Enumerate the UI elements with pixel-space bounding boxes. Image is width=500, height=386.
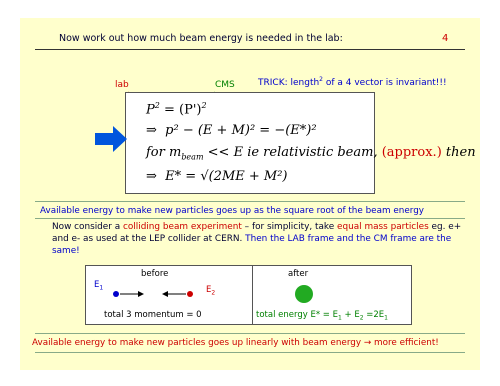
merged-particle: [291, 283, 321, 307]
lab-label: lab: [115, 80, 129, 90]
e2-label: $E_2$: [206, 285, 216, 297]
cms-label: CMS: [215, 80, 235, 90]
equation-line-4: ⇒ E* = √(2ME + M²): [146, 169, 288, 184]
separator-2: [35, 218, 465, 219]
momentum-label: total 3 momentum = 0: [104, 310, 202, 320]
big-arrow-icon: [95, 126, 127, 152]
particle-e2: [187, 291, 193, 297]
after-label: after: [288, 269, 309, 279]
slide-header: Now work out how much beam energy is needed in the lab:: [59, 33, 343, 44]
scene-divider: [252, 266, 253, 324]
energy-label: total energy $E* = E_1 + E_2 =2E_1$: [256, 310, 388, 322]
colliding-beam-paragraph: Now consider a colliding beam experiment – for simplicity, take equal mass particles eg. e+ and e- as used at the LEP collider at CERN. Then the LAB frame and the CM frame are the same!: [52, 222, 462, 256]
equation-line-1: $P^2 = (P')^2$: [146, 101, 207, 118]
collision-diagram: [85, 265, 412, 325]
e1-label: $E_1$: [94, 280, 104, 292]
page-number: 4: [442, 33, 449, 44]
separator-4: [35, 352, 465, 353]
sqrt-statement: Available energy to make new particles goes up as the square root of the beam energy: [40, 206, 424, 216]
equation-line-2: ⇒ p² − (E + M)² = −(E*)²: [146, 123, 317, 138]
particle-e1: [113, 291, 119, 297]
trick-note: TRICK: length$^2$ of a 4 vector is invariant!!!: [258, 76, 447, 88]
separator-3: [35, 333, 465, 334]
before-label: before: [141, 269, 169, 279]
equation-box: [125, 92, 476, 194]
separator-1: [35, 201, 465, 202]
linear-statement: Available energy to make new particles goes up linearly with beam energy → more efficient!: [32, 338, 439, 348]
equation-line-3: for $m_{beam} << E$ ie relativistic beam, (approx.) then: [146, 145, 476, 162]
